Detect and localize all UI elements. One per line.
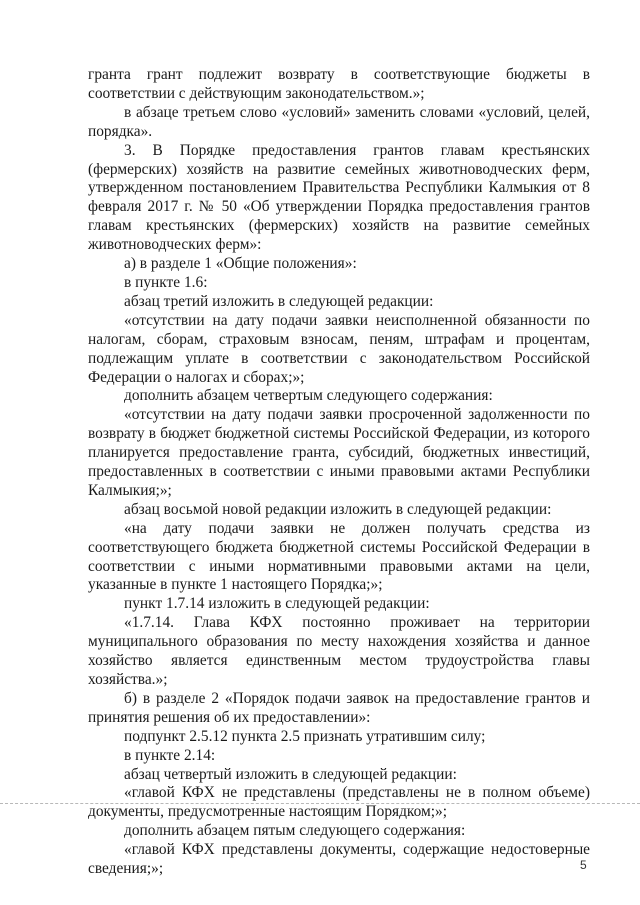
paragraph-2: в абзаце третьем слово «условий» заменить словами «условий, целей, порядка». [88, 103, 590, 140]
paragraph-15: подпункт 2.5.12 пункта 2.5 признать утратившим силу; [124, 727, 486, 745]
paragraph-4: а) в разделе 1 «Общие положения»: [124, 255, 357, 273]
paragraph-18: «главой КФХ не представлены (представлены не в полном объеме) документы, предусмотренные настоящим Порядком;»; [88, 784, 590, 821]
paragraph-19: дополнить абзацем пятым следующего содержания: [124, 822, 466, 840]
paragraph-9: «отсутствии на дату подачи заявки просроченной задолженности по возврату в бюджет бюджетной системы Российской Федерации, из которого планируется предоставление гранта, субсидий, бюджетных инвестиций, предоставленных в соответствии с иными правовыми актами Республики Калмыкия;»; [88, 406, 590, 499]
paragraph-7: «отсутствии на дату подачи заявки неисполненной обязанности по налогам, сборам, страховым взносам, пеням, штрафам и процентам, подлежащим уплате в соответствии с законодательством Российской Федерации о налогах и сборах;»; [88, 311, 590, 386]
page-number: 5 [580, 858, 587, 872]
scan-dashed-line [0, 803, 640, 804]
paragraph-6: абзац третий изложить в следующей редакции: [124, 292, 434, 310]
paragraph-17: абзац четвертый изложить в следующей редакции: [124, 765, 457, 783]
document-body [88, 66, 590, 879]
paragraph-11: «на дату подачи заявки не должен получать средства из соответствующего бюджета бюджетной системы Российской Федерации в соответствии с иными нормативными правовыми актами на цели, указанные в пункте 1 настоящего Порядка;»; [88, 519, 590, 594]
paragraph-10: абзац восьмой новой редакции изложить в следующей редакции: [124, 500, 552, 518]
paragraph-13: «1.7.14. Глава КФХ постоянно проживает на территории муниципального образования по месту нахождения хозяйства и данное хозяйство является единственным местом трудоустройства главы хозяйства.»; [88, 614, 590, 688]
paragraph-20: «главой КФХ представлены документы, содержащие недостоверные сведения;»; [88, 841, 590, 878]
paragraph-12: пункт 1.7.14 изложить в следующей редакции: [124, 595, 430, 613]
paragraph-14: б) в разделе 2 «Порядок подачи заявок на предоставление грантов и принятия решения об их предоставлении»: [88, 689, 590, 726]
paragraph-16: в пункте 2.14: [124, 746, 216, 764]
paragraph-1: гранта грант подлежит возврату в соответствующие бюджеты в соответствии с действующим законодательством.»; [88, 66, 590, 102]
paragraph-8: дополнить абзацем четвертым следующего содержания: [124, 387, 493, 405]
paragraph-5: в пункте 1.6: [124, 273, 208, 291]
paragraph-3: 3. В Порядке предоставления грантов главам крестьянских (фермерских) хозяйств на развитие семейных животноводческих ферм, утвержденном постановлением Правительства Республики Калмыкия от 8 февраля 2017 г. № 50 «Об утверждении Порядка предоставления грантов главам крестьянских (фермерских) хозяйств на развитие семейных животноводческих ферм»: [88, 141, 590, 254]
